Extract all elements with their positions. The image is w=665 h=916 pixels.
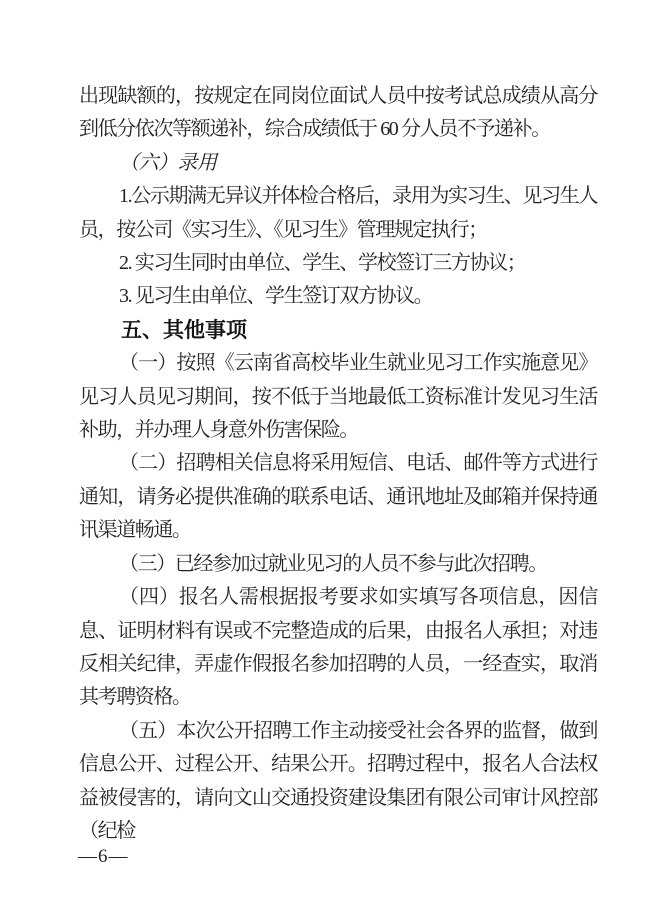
subsection-heading-6-recruitment: （六）录用 xyxy=(119,151,217,174)
numbered-item-1: 1.公示期满无异议并体检合格后，录用为实习生、见习生人员，按公司《实习生》、《见习生》管理规定执行； xyxy=(79,185,597,241)
other-matters-item-3: （三）已经参加过就业见习的人员不参与此次招聘。 xyxy=(119,552,547,575)
page-number: —6— xyxy=(78,846,129,867)
section-heading-5-other-matters: 五、其他事项 xyxy=(121,318,247,342)
paragraph-continued: 出现缺额的，按规定在同岗位面试人员中按考试总成绩从高分到低分依次等额递补，综合成绩低于 60 分人员不予递补。 xyxy=(79,85,597,141)
other-matters-item-1: （一）按照《云南省高校毕业生就业见习工作实施意见》见习人员见习期间，按不低于当地最低工资标准计发见习生活补助，并办理人身意外伤害保险。 xyxy=(79,352,597,442)
other-matters-item-5: （五）本次公开招聘工作主动接受社会各界的监督，做到信息公开、过程公开、结果公开。招聘过程中，报名人合法权益被侵害的，请向文山交通投资建设集团有限公司审计风控部（纪检 xyxy=(79,719,597,842)
other-matters-item-2: （二）招聘相关信息将采用短信、电话、邮件等方式进行通知，请务必提供准确的联系电话、通讯地址及邮箱并保持通讯渠道畅通。 xyxy=(79,452,597,542)
numbered-item-3: 3. 见习生由单位、学生签订双方协议。 xyxy=(119,285,433,308)
document-body xyxy=(79,80,597,848)
other-matters-item-4: （四）报名人需根据报考要求如实填写各项信息，因信息、证明材料有误或不完整造成的后果，由报名人承担；对违反相关纪律，弄虚作假报名参加招聘的人员，一经查实，取消其考聘资格。 xyxy=(79,586,597,709)
numbered-item-2: 2. 实习生同时由单位、学生、学校签订三方协议； xyxy=(119,252,526,275)
